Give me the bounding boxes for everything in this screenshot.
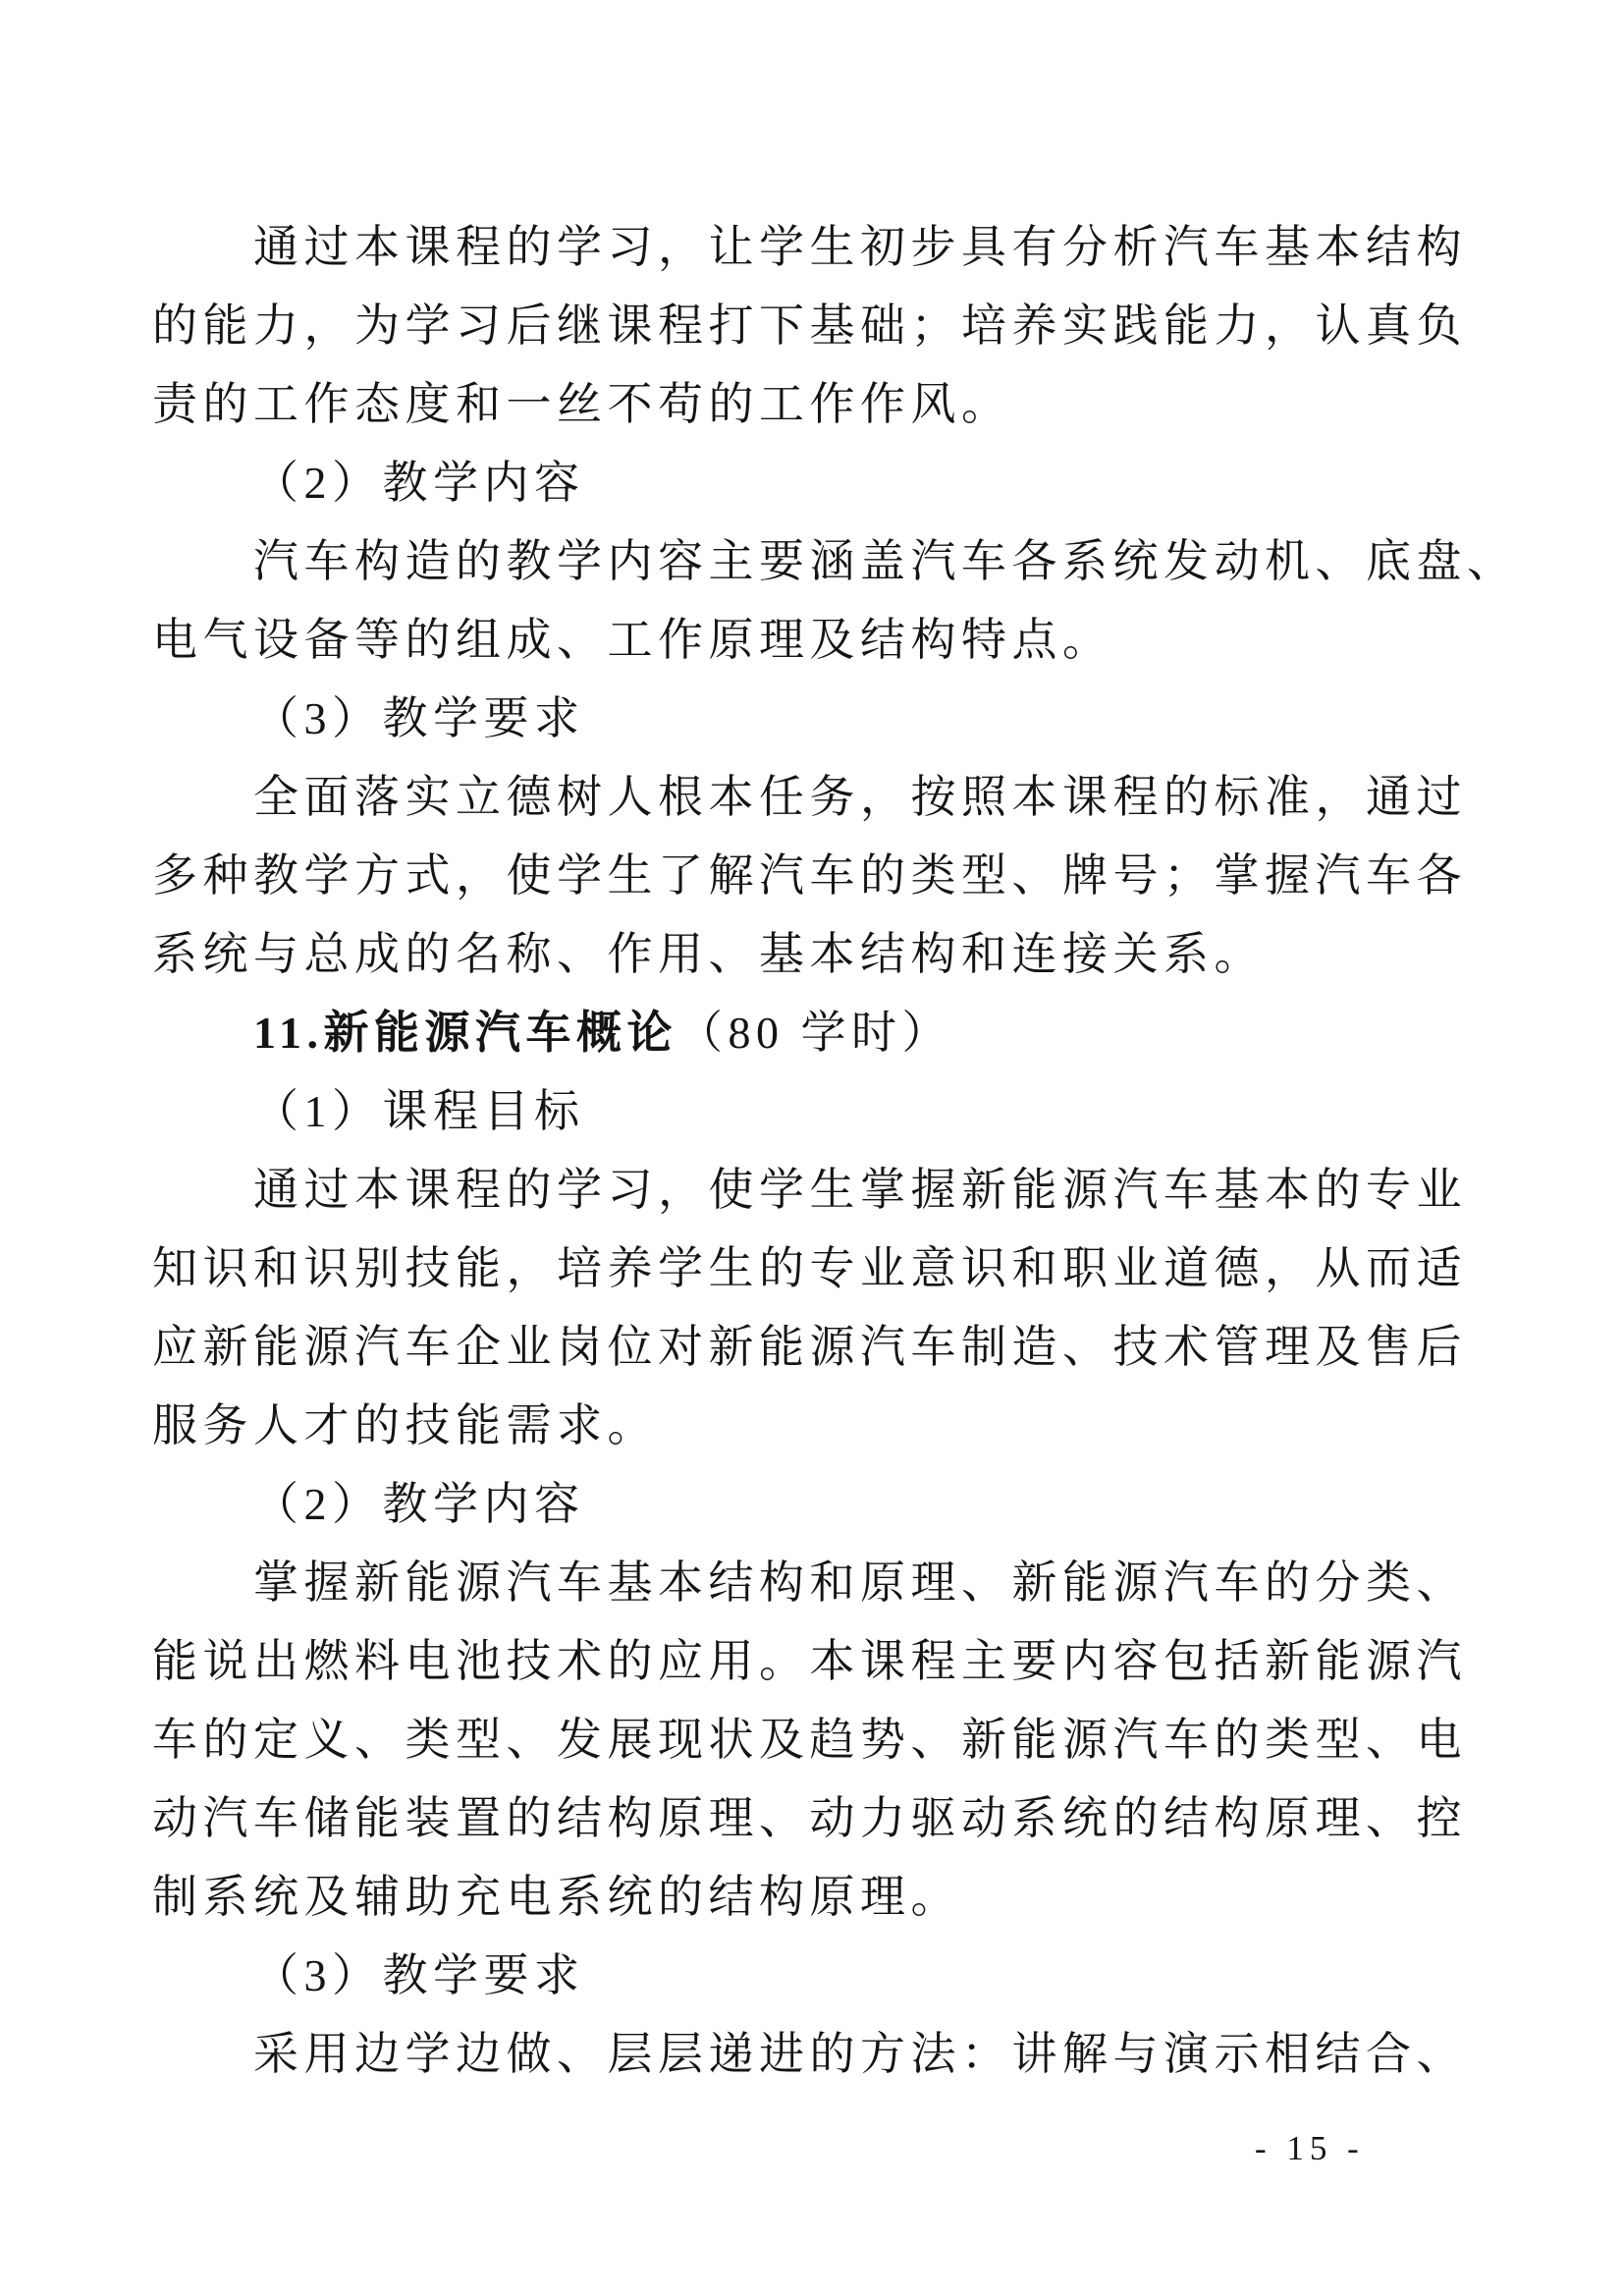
section-label: （3）教学要求 — [253, 693, 585, 743]
text-line: 全面落实立德树人根本任务，按照本课程的标准，通过 — [253, 772, 1467, 822]
text-line: 知识和识别技能，培养学生的专业意识和职业道德，从而适 — [152, 1243, 1467, 1293]
section-label: （3）教学要求 — [253, 1950, 585, 2000]
text-block — [152, 208, 1518, 2094]
course-heading — [152, 994, 1473, 1072]
text-line: 采用边学边做、层层递进的方法：讲解与演示相结合、 — [253, 2029, 1467, 2079]
text-line: 通过本课程的学习，让学生初步具有分析汽车基本结构 — [253, 222, 1467, 272]
text-line: 动汽车储能装置的结构原理、动力驱动系统的结构原理、控 — [152, 1793, 1467, 1843]
text-line: 的能力，为学习后继课程打下基础；培养实践能力，认真负 — [152, 301, 1467, 351]
text-line: 系统与总成的名称、作用、基本结构和连接关系。 — [152, 929, 1265, 979]
section-label: （1）课程目标 — [253, 1086, 585, 1136]
page-number: - 15 - — [1255, 2129, 1365, 2167]
text-line: 通过本课程的学习，使学生掌握新能源汽车基本的专业 — [253, 1165, 1467, 1215]
text-line: 多种教学方式，使学生了解汽车的类型、牌号；掌握汽车各 — [152, 850, 1467, 901]
text-line: 掌握新能源汽车基本结构和原理、新能源汽车的分类、 — [253, 1558, 1467, 1608]
section-label: （2）教学内容 — [253, 458, 585, 508]
text-line: 制系统及辅助充电系统的结构原理。 — [152, 1872, 961, 1922]
text-line: 能说出燃料电池技术的应用。本课程主要内容包括新能源汽 — [152, 1636, 1467, 1686]
course-heading-title: 11.新能源汽车概论 — [253, 1008, 677, 1058]
text-line: 车的定义、类型、发展现状及趋势、新能源汽车的类型、电 — [152, 1715, 1467, 1765]
section-label: （2）教学内容 — [253, 1479, 585, 1529]
text-line: 电气设备等的组成、工作原理及结构特点。 — [152, 615, 1113, 665]
text-line: 服务人才的技能需求。 — [152, 1400, 658, 1450]
text-line: 汽车构造的教学内容主要涵盖汽车各系统发动机、底盘、 — [253, 536, 1518, 586]
course-heading-hours: （80 学时） — [676, 1008, 952, 1058]
text-line: 应新能源汽车企业岗位对新能源汽车制造、技术管理及售后 — [152, 1322, 1467, 1372]
text-line: 责的工作态度和一丝不苟的工作作风。 — [152, 379, 1012, 429]
